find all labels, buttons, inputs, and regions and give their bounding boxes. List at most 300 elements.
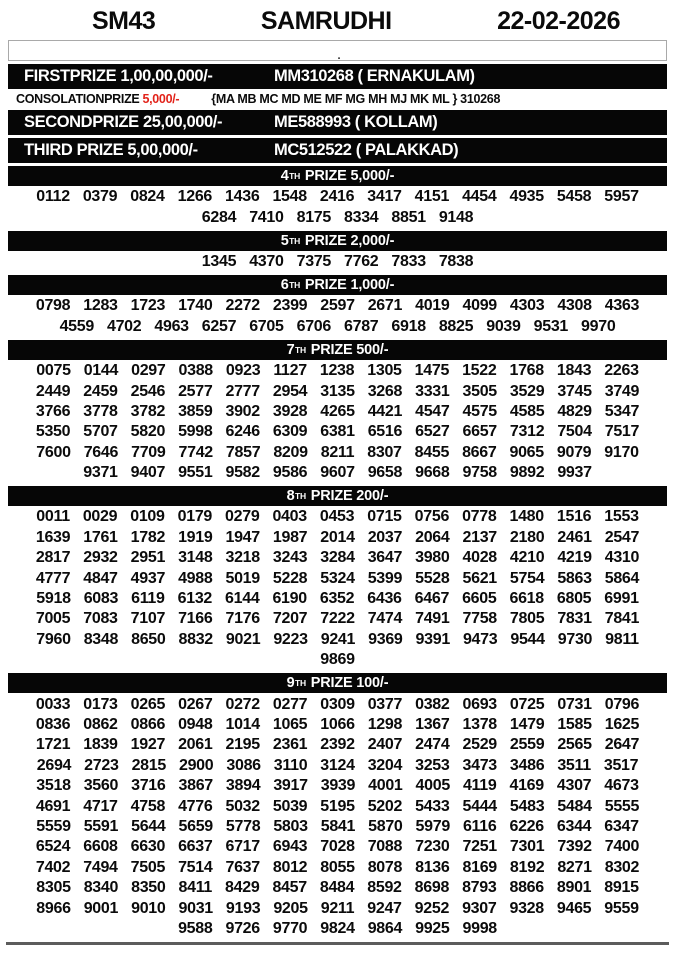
prize-number: 5918: [36, 590, 71, 608]
top-prizes: [0, 64, 675, 163]
prize-number: 7960: [36, 630, 71, 648]
prize-number: 1516: [556, 508, 592, 526]
prize-number: 3124: [320, 756, 355, 774]
prize-number: 2815: [131, 756, 166, 774]
prize-number: 5228: [272, 569, 308, 587]
prize-number: 5528: [415, 569, 450, 587]
prize-number: 4308: [557, 297, 592, 315]
prize-number: 3917: [273, 777, 308, 795]
prize-number: 1625: [604, 716, 640, 733]
prize-number: 9170: [604, 443, 639, 461]
prize-number: 9770: [272, 919, 308, 937]
prize-number: 1065: [272, 716, 308, 733]
prize-number: 4028: [462, 549, 497, 567]
prize-number: 5202: [367, 797, 403, 815]
prize-number: 0923: [225, 362, 261, 380]
prize-number: 2577: [178, 382, 213, 400]
prize-number: 7514: [178, 858, 213, 876]
prize-number: 7504: [557, 423, 592, 441]
prize-number: 9824: [320, 919, 355, 937]
number-row: [0, 381, 675, 401]
third-prize-label: THIRD PRIZE 5,00,000/-: [24, 141, 198, 159]
prize-number: 2817: [35, 549, 71, 567]
prize-number: 7841: [604, 610, 640, 628]
prize-number: 8429: [225, 879, 260, 897]
prize-number: 8793: [462, 879, 497, 897]
prize-number: 4210: [509, 549, 545, 567]
prize-number: 6246: [225, 423, 260, 441]
prize-number: 8078: [367, 858, 403, 876]
title-bar: [0, 0, 675, 39]
prize-number: 8915: [604, 879, 639, 897]
prize-number: 2474: [415, 736, 450, 754]
prize-number: 7762: [344, 252, 379, 270]
prize-number: 8307: [367, 443, 402, 461]
prize-number: 0836: [35, 716, 71, 733]
number-row: [0, 694, 675, 714]
prize-number: 6608: [83, 838, 118, 856]
number-row: [0, 837, 675, 857]
prize-number: 7505: [130, 858, 166, 876]
prize-number: 8832: [178, 630, 213, 648]
prize-number: 0731: [557, 695, 592, 713]
prize-number: 5483: [509, 797, 545, 815]
prize-number: 5559: [36, 817, 71, 835]
prize-number: 3135: [320, 382, 355, 400]
prize-number: 4421: [367, 402, 403, 420]
prize-number: 9730: [557, 630, 593, 648]
prize-number: 1522: [462, 362, 497, 380]
prize-number: 3529: [509, 382, 545, 400]
prize-number: 2407: [367, 736, 403, 754]
section-ordinal: 5: [280, 232, 289, 249]
prize-number: 4988: [178, 569, 213, 587]
prize-number: 6717: [225, 838, 260, 856]
prize-number: 2529: [462, 736, 497, 754]
prize-number: 4310: [604, 549, 640, 567]
prize-number: 8455: [414, 443, 450, 461]
prize-number: 1345: [201, 252, 237, 270]
number-row: [0, 776, 675, 796]
prize-number: 6805: [556, 590, 592, 608]
prize-number: 5591: [83, 817, 119, 835]
prize-number: 7088: [367, 838, 403, 856]
prize-number: 8136: [415, 858, 450, 876]
prize-number: 1639: [35, 528, 71, 546]
prize-number: 4702: [106, 317, 142, 335]
section-ordinal: 9: [286, 675, 295, 692]
prize-number: 0725: [509, 695, 545, 713]
prize-number: 0272: [225, 695, 260, 713]
draw-date: 22-02-2026: [497, 7, 620, 35]
prize-number: 5621: [462, 569, 497, 587]
prize-number: 4717: [83, 797, 118, 815]
prize-number: 5019: [225, 569, 260, 587]
prize-number: 2416: [319, 188, 355, 206]
prize-number: 9607: [320, 464, 355, 482]
prize-number: 8851: [391, 208, 426, 226]
prize-number: 4673: [604, 777, 639, 795]
prize-number: 8175: [296, 208, 331, 226]
third-prize-bar: [8, 138, 667, 163]
prize-number: 0778: [462, 508, 497, 526]
prize-number: 9193: [225, 899, 261, 917]
number-row: [0, 650, 675, 670]
prize-number: 1305: [367, 362, 402, 380]
prize-number: 9544: [510, 630, 545, 648]
prize-number: 7517: [604, 423, 640, 441]
prize-number: 6705: [249, 317, 284, 335]
prize-number: 8302: [604, 858, 640, 876]
prize-number: 7392: [557, 838, 592, 856]
prize-number: 4847: [83, 569, 118, 587]
prize-number: 5399: [367, 569, 403, 587]
prize-number: 4585: [509, 402, 545, 420]
prize-number: 0796: [604, 695, 640, 713]
prize-number: 7833: [391, 252, 426, 270]
prize-number: 5458: [556, 188, 592, 206]
prize-number: 0862: [83, 716, 118, 733]
prize-number: 2647: [604, 736, 640, 754]
prize-number: 9031: [178, 899, 213, 917]
prize-number: 3511: [557, 756, 591, 774]
prize-number: 7758: [462, 610, 497, 628]
prize-number: 8305: [36, 879, 71, 897]
prize-number: 5644: [131, 817, 166, 835]
prize-number: 2180: [509, 528, 545, 546]
prize-number: 4005: [415, 777, 450, 795]
section-ordinal-suffix: TH: [295, 678, 306, 689]
prize-number: 5820: [130, 423, 166, 441]
section-ordinal-suffix: TH: [289, 280, 301, 291]
prize-number: 1553: [604, 508, 639, 526]
prize-number: 8667: [462, 443, 497, 461]
prize-number: 2137: [462, 528, 497, 546]
prize-number: 1266: [177, 188, 213, 206]
prize-number: 7375: [296, 252, 331, 270]
prize-number: 6943: [272, 838, 308, 856]
prize-number: 6344: [556, 817, 592, 835]
prize-number: 3148: [178, 549, 213, 567]
prize-number: 3243: [272, 549, 308, 567]
prize-number: 5347: [604, 402, 640, 420]
prize-number: 7474: [367, 610, 403, 628]
prize-number: 4937: [130, 569, 166, 587]
number-row: [0, 507, 675, 527]
prize-number: 0075: [36, 362, 71, 380]
prize-number: 7709: [131, 443, 166, 461]
prize-number: 9465: [556, 899, 592, 917]
prize-number: 7805: [509, 610, 545, 628]
section-title-text: PRIZE 500/-: [306, 341, 389, 358]
prize-number: 2361: [272, 736, 308, 754]
prize-number: 4547: [415, 402, 450, 420]
section-header-prize-4: [8, 166, 667, 186]
prize-number: 9668: [415, 464, 450, 482]
prize-number: 5841: [320, 817, 356, 835]
prize-number: 8192: [509, 858, 545, 876]
number-row: [0, 443, 675, 463]
prize-number: 6527: [415, 423, 450, 441]
prize-number: 3086: [226, 756, 261, 774]
prize-number: 7491: [415, 610, 450, 628]
prize-number: 0173: [83, 695, 118, 713]
section-ordinal: 4: [280, 168, 289, 184]
prize-number: 4758: [130, 797, 166, 815]
prize-number: 1367: [415, 716, 450, 733]
prize-number: 0824: [130, 188, 165, 206]
prize-number: 6116: [462, 817, 497, 835]
prize-number: 6524: [35, 838, 71, 856]
consolation-series: {MA MB MC MD ME MF MG MH MJ MK ML } 310268: [211, 92, 501, 106]
first-prize-bar: [8, 64, 667, 89]
prize-number: 3284: [320, 549, 355, 567]
prize-number: 1014: [225, 716, 260, 733]
prize-number: 5957: [604, 188, 639, 206]
number-row: [0, 361, 675, 381]
prize-number: 1987: [272, 528, 308, 546]
prize-number: 8012: [272, 858, 308, 876]
prize-number: 4935: [509, 188, 544, 206]
prize-number: 8825: [438, 317, 474, 335]
prize-number: 9937: [557, 464, 592, 482]
section-ordinal: 8: [286, 488, 295, 505]
prize-number: 6190: [272, 590, 307, 608]
prize-number: 1761: [83, 528, 118, 546]
prize-number: 2559: [509, 736, 545, 754]
prize-number: 7251: [462, 838, 497, 856]
prize-number: 6706: [296, 317, 331, 335]
prize-number: 9001: [83, 899, 119, 917]
prize-number: 2723: [84, 756, 119, 774]
prize-number: 0798: [35, 297, 71, 315]
number-row: [0, 422, 675, 442]
prize-number: 9065: [509, 443, 544, 461]
first-prize-winner: MM310268 ( ERNAKULAM): [274, 67, 475, 85]
section-title-text: PRIZE 5,000/-: [301, 168, 395, 184]
prize-number: 6467: [414, 590, 450, 608]
prize-number: 3867: [178, 777, 213, 795]
bottom-rule: [6, 942, 669, 945]
prize-number: 5659: [178, 817, 213, 835]
prize-number: 9588: [178, 919, 213, 937]
prize-number: 1839: [83, 736, 118, 754]
prize-number: 3218: [225, 549, 260, 567]
prize-number: 6347: [604, 817, 639, 835]
stray-dot-mark: .: [337, 50, 341, 62]
section-ordinal: 7: [286, 341, 295, 358]
prize-number: 6352: [319, 590, 355, 608]
section-ordinal-suffix: TH: [295, 344, 306, 355]
prize-number: 7400: [604, 838, 640, 856]
prize-number: 8698: [414, 879, 450, 897]
prize-number: 3253: [415, 756, 450, 774]
prize-number: 4691: [35, 797, 71, 815]
prize-number: 0453: [319, 508, 355, 526]
prize-number: 0756: [414, 508, 450, 526]
prize-number: 4776: [178, 797, 213, 815]
prize-number: 1927: [130, 736, 166, 754]
prize-number: 6284: [201, 208, 237, 226]
prize-number: 9021: [225, 630, 261, 648]
prize-number: 9371: [83, 464, 118, 482]
prize-number: 2565: [557, 736, 592, 754]
number-row: [0, 568, 675, 588]
prize-number: 7637: [225, 858, 260, 876]
prize-number: 9586: [272, 464, 308, 482]
prize-number: 8055: [320, 858, 355, 876]
prize-number: 2546: [130, 382, 166, 400]
prize-number: 0277: [272, 695, 308, 713]
prize-number: 3110: [273, 756, 308, 774]
prize-number: 8457: [272, 879, 307, 897]
prize-number: 8411: [178, 879, 213, 897]
prize-number: 5444: [462, 797, 497, 815]
prize-number: 6618: [509, 590, 544, 608]
prize-number: 1480: [509, 508, 544, 526]
prize-number: 9247: [367, 899, 402, 917]
prize-number: 2399: [272, 297, 308, 315]
second-prize-bar: [8, 110, 667, 135]
number-row: [0, 735, 675, 755]
prize-number: 0011: [36, 508, 70, 526]
prize-number: 9892: [509, 464, 545, 482]
prize-number: 7410: [249, 208, 284, 226]
prize-number: 7005: [35, 610, 71, 628]
prize-number: 2777: [225, 382, 260, 400]
prize-number: 3749: [604, 382, 640, 400]
prize-number: 4265: [320, 402, 355, 420]
prize-number: 0866: [130, 716, 166, 733]
prize-number: 3331: [415, 382, 450, 400]
prize-number: 7742: [178, 443, 213, 461]
prize-number: 0179: [177, 508, 213, 526]
prize-number: 1378: [462, 716, 497, 733]
prize-number: 0029: [82, 508, 118, 526]
prize-number: 6436: [367, 590, 402, 608]
prize-number: 2932: [83, 549, 118, 567]
number-row: [0, 756, 675, 776]
number-row: [0, 207, 675, 227]
prize-number: 9205: [273, 899, 308, 917]
prize-number: 2061: [178, 736, 213, 754]
prize-number: 3766: [35, 402, 71, 420]
consolation-prize-row: [8, 91, 667, 107]
prize-number: 0382: [415, 695, 450, 713]
prize-number: 9307: [462, 899, 497, 917]
prize-number: 1283: [83, 297, 118, 315]
prize-number: 4829: [557, 402, 592, 420]
prize-number: 9551: [178, 464, 213, 482]
prize-number: 1768: [509, 362, 544, 380]
prize-number: 7207: [272, 610, 308, 628]
section-header-prize-7: [8, 340, 667, 360]
number-row: [0, 630, 675, 650]
section-header-prize-9: [8, 673, 667, 693]
lottery-name: SAMRUDHI: [260, 7, 392, 35]
prize-number: 4370: [249, 252, 284, 270]
consolation-label: CONSOLATIONPRIZE: [16, 92, 140, 106]
prize-number: 5433: [415, 797, 450, 815]
prize-number: 4119: [462, 777, 497, 795]
prize-number: 3486: [509, 756, 545, 774]
prize-number: 2954: [272, 382, 308, 400]
prize-number: 9726: [225, 919, 260, 937]
prize-number: 2694: [36, 756, 72, 774]
prize-number: 5863: [557, 569, 592, 587]
prize-number: 9559: [604, 899, 639, 917]
prize-number: 1585: [557, 716, 592, 733]
number-row: [0, 878, 675, 898]
prize-number: 9010: [131, 899, 166, 917]
prize-number: 0388: [178, 362, 213, 380]
prize-number: 3939: [320, 777, 356, 795]
section-header-prize-6: [8, 275, 667, 295]
prize-number: 2547: [604, 528, 640, 546]
prize-number: 8966: [36, 899, 71, 917]
number-row: [0, 296, 675, 316]
prize-number: 4099: [462, 297, 497, 315]
prize-number: 0265: [130, 695, 166, 713]
prize-number: 9531: [533, 317, 569, 335]
prize-number: 9039: [486, 317, 521, 335]
prize-number: 6630: [130, 838, 166, 856]
prize-number: 5484: [557, 797, 592, 815]
prize-number: 4777: [35, 569, 71, 587]
prize-number: 7222: [320, 610, 355, 628]
prize-number: 1721: [35, 736, 71, 754]
prize-number: 1127: [273, 362, 307, 380]
prize-number: 2195: [225, 736, 260, 754]
prize-number: 6991: [604, 590, 639, 608]
prize-number: 5555: [604, 797, 640, 815]
number-row: [0, 187, 675, 207]
number-row: [0, 858, 675, 878]
prize-number: 1947: [225, 528, 260, 546]
prize-number: 2671: [367, 297, 403, 315]
prize-number: 0297: [131, 362, 166, 380]
number-row: [0, 402, 675, 422]
prize-number: 1479: [509, 716, 545, 733]
prize-number: 3204: [367, 756, 403, 774]
prize-number: 9252: [414, 899, 450, 917]
prize-number: 7083: [83, 610, 118, 628]
number-row: [0, 548, 675, 568]
prize-number: 6516: [367, 423, 403, 441]
prize-number: 5324: [320, 569, 355, 587]
prize-number: 3928: [272, 402, 308, 420]
prize-number: 5032: [225, 797, 260, 815]
prize-number: 7857: [225, 443, 261, 461]
prize-number: 0309: [320, 695, 355, 713]
prize-number: 3473: [462, 756, 497, 774]
prize-number: 2064: [415, 528, 450, 546]
prize-number: 9864: [367, 919, 403, 937]
prize-number: 1843: [556, 362, 592, 380]
prize-number: 5870: [368, 817, 403, 835]
prize-number: 7301: [509, 838, 545, 856]
prize-number: 6657: [462, 423, 497, 441]
prize-number: 6144: [225, 590, 260, 608]
prize-number: 6119: [131, 590, 165, 608]
prize-number: 7176: [225, 610, 260, 628]
prize-number: 6637: [178, 838, 213, 856]
prize-number: 9869: [320, 651, 355, 669]
prize-number: 0112: [36, 188, 70, 206]
first-prize-label: FIRSTPRIZE 1,00,00,000/-: [24, 67, 213, 85]
prize-number: 2461: [557, 528, 592, 546]
prize-number: 2263: [604, 362, 639, 380]
